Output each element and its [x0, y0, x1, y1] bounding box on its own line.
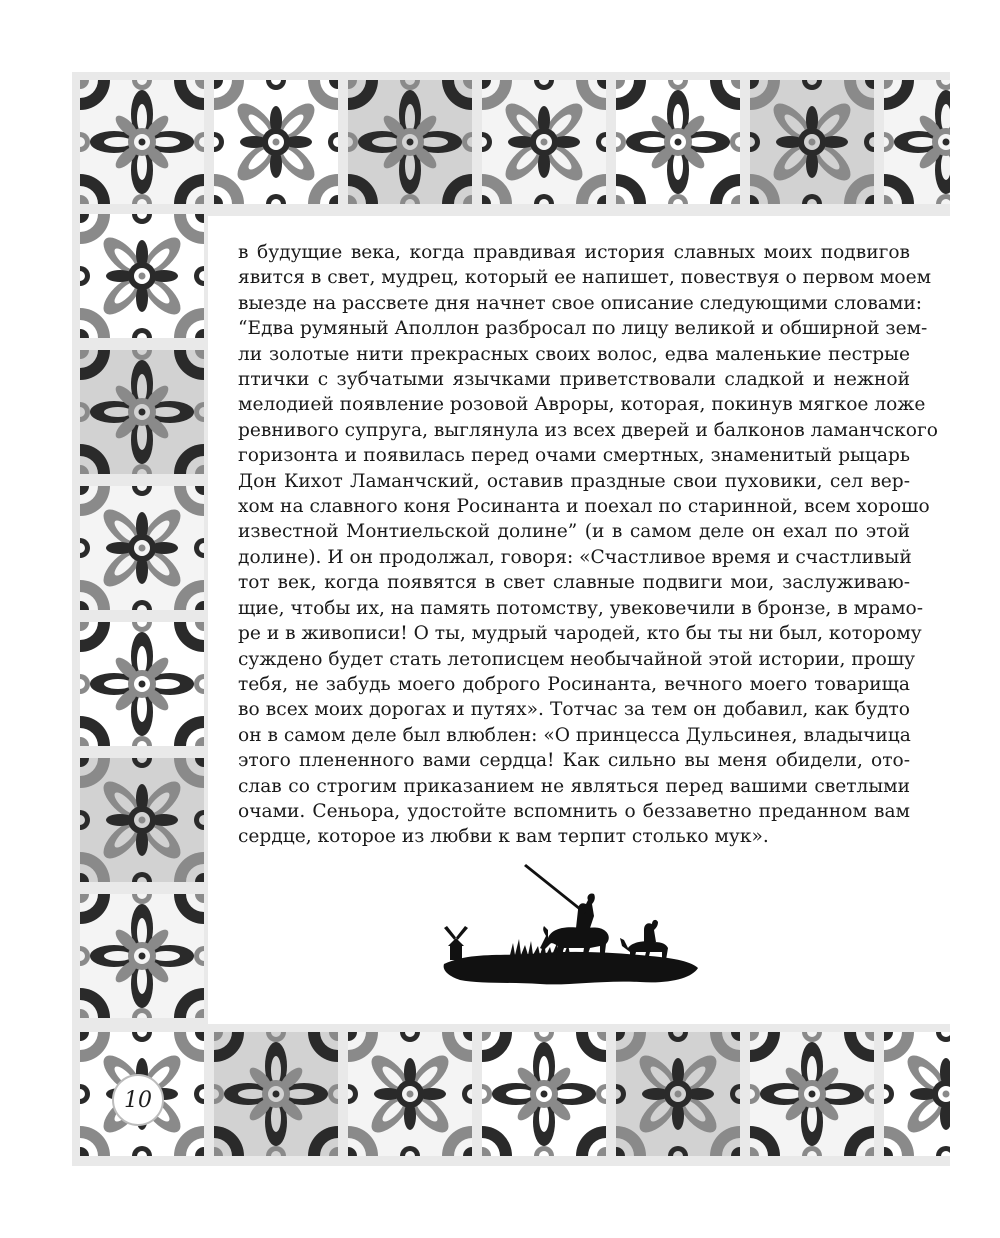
azulejo-tile — [80, 350, 204, 474]
text-line: тебя, не забудь моего доброго Росинанта, вечного моего товарища — [238, 673, 910, 695]
azulejo-tile — [80, 894, 204, 1018]
azulejo-tile — [482, 80, 606, 204]
text-line: ли золотые нити прекрасных своих волос, едва маленькие пестрые — [238, 343, 910, 365]
azulejo-tile — [80, 758, 204, 882]
azulejo-pattern-icon — [482, 80, 606, 204]
text-line: очами. Сеньора, удостойте вспомнить о беззаветно преданном вам — [238, 800, 910, 822]
text-line: он в самом деле был влюблен: «О принцесса Дульсинея, владычица — [238, 724, 911, 746]
azulejo-tile — [616, 80, 740, 204]
text-line: явится в свет, мудрец, который ее напишет, повествуя о первом моем — [238, 267, 932, 289]
text-line: горизонта и появилась перед очами смертных, знаменитый рыцарь — [238, 445, 910, 467]
azulejo-pattern-icon — [884, 80, 950, 204]
azulejo-pattern-icon — [214, 80, 338, 204]
text-line: мелодией появление розовой Авроры, которая, покинув мягкое ложе — [238, 394, 926, 416]
azulejo-tile — [348, 1032, 472, 1156]
text-line: слав со строгим приказанием не являться перед вашими светлыми — [238, 775, 910, 797]
azulejo-pattern-icon — [80, 894, 204, 1018]
azulejo-tile — [750, 80, 874, 204]
text-line: “Едва румяный Аполлон разбросал по лицу великой и обширной зем- — [238, 318, 928, 340]
azulejo-pattern-icon — [616, 1032, 740, 1156]
text-line: этого плененного вами сердца! Как сильно вы меня обидели, ото- — [238, 750, 910, 772]
azulejo-pattern-icon — [482, 1032, 606, 1156]
azulejo-tile — [80, 214, 204, 338]
page-number: 10 — [124, 1087, 152, 1113]
text-line: щие, чтобы их, на память потомству, увековечили в бронзе, в мрамо- — [238, 597, 924, 619]
azulejo-pattern-icon — [80, 214, 204, 338]
azulejo-tile — [214, 1032, 338, 1156]
azulejo-pattern-icon — [80, 758, 204, 882]
text-line: выезде на рассвете дня начнет свое описание следующими словами: — [238, 292, 923, 314]
text-line: ревнивого супруга, выглянула из всех дверей и балконов ламанчского — [238, 419, 938, 441]
azulejo-pattern-icon — [80, 622, 204, 746]
azulejo-tile — [616, 1032, 740, 1156]
azulejo-pattern-icon — [884, 1032, 950, 1156]
text-line: ре и в живописи! О ты, мудрый чародей, кто бы ты ни был, которому — [238, 623, 922, 645]
text-line: во всех моих дорогах и путях». Тотчас за тем он добавил, как будто — [238, 699, 910, 721]
azulejo-pattern-icon — [616, 80, 740, 204]
azulejo-pattern-icon — [348, 1032, 472, 1156]
text-line: птички с зубчатыми язычками приветствовали сладкой и нежной — [238, 369, 910, 391]
text-line: сердце, которое из любви к вам терпит столько мук». — [238, 826, 769, 848]
azulejo-tile — [884, 80, 950, 204]
text-line: Дон Кихот Ламанчский, оставив праздные свои пуховики, сел вер- — [238, 470, 910, 492]
text-line: хом на славного коня Росинанта и поехал по старинной, всем хорошо — [238, 496, 930, 518]
azulejo-pattern-icon — [750, 1032, 874, 1156]
azulejo-tile — [80, 486, 204, 610]
body-text — [238, 240, 938, 850]
azulejo-pattern-icon — [214, 1032, 338, 1156]
text-line: суждено будет стать летописцем необычайной этой истории, прошу — [238, 648, 916, 670]
azulejo-pattern-icon — [750, 80, 874, 204]
page-number-badge — [112, 1074, 164, 1126]
text-line: тот век, когда появятся в свет славные подвиги мои, заслуживаю- — [238, 572, 910, 594]
azulejo-tile — [884, 1032, 950, 1156]
azulejo-pattern-icon — [348, 80, 472, 204]
azulejo-tile — [80, 622, 204, 746]
azulejo-tile — [482, 1032, 606, 1156]
azulejo-tile — [750, 1032, 874, 1156]
text-line: долине). И он продолжал, говоря: «Счастливое время и счастливый — [238, 546, 912, 568]
azulejo-tile — [214, 80, 338, 204]
azulejo-tile — [348, 80, 472, 204]
azulejo-pattern-icon — [80, 80, 204, 204]
don-quixote-sancho-silhouette-icon — [440, 860, 702, 990]
azulejo-pattern-icon — [80, 350, 204, 474]
text-line: известной Монтиельской долине” (и в самом деле он ехал по этой — [238, 521, 910, 543]
text-line: в будущие века, когда правдивая история славных моих подвигов — [238, 242, 910, 263]
azulejo-tile — [80, 80, 204, 204]
azulejo-pattern-icon — [80, 486, 204, 610]
